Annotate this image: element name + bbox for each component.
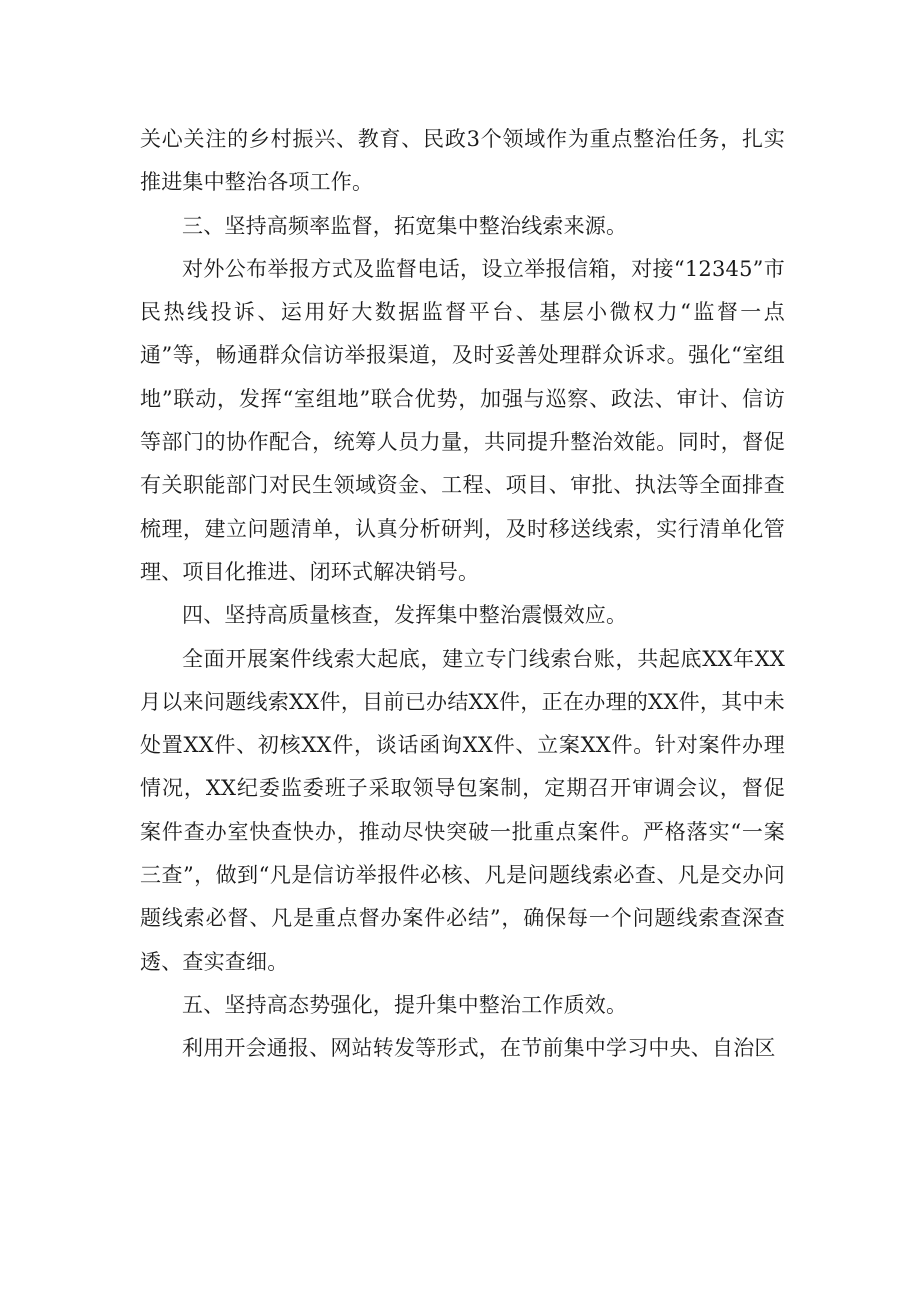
paragraph-publicity: 利用开会通报、网站转发等形式，在节前集中学习中央、自治区 <box>182 1036 776 1061</box>
section-heading-3: 三、坚持高频率监督，拓宽集中整治线索来源。 <box>182 213 628 238</box>
paragraph-continuation: 关心关注的乡村振兴、教育、民政3个领域作为重点整治任务，扎实推进集中整治各项工作。 <box>140 127 785 195</box>
paragraph-case-verification: 全面开展案件线索大起底，建立专门线索台账，共起底XX年XX月以来问题线索XX件，目前已办结XX件，正在办理的XX件，其中未处置XX件、初核XX件，谈话函询XX件、立案XX件。针对案件办理情况，XX纪委监委班子采取领导包案制，定期召开审调会议，督促案件查办室快查快办，推动尽快突破一批重点案件。严格落实“一案三查”，做到“凡是信访举报件必核、凡是问题线索必查、凡是交办问题线索必督、凡是重点督办案件必结”，确保每一个问题线索查深查透、查实查细。 <box>140 646 785 974</box>
section-heading-4: 四、坚持高质量核查，发挥集中整治震慑效应。 <box>182 603 628 628</box>
paragraph-reporting-channels: 对外公布举报方式及监督电话，设立举报信箱，对接“12345”市民热线投诉、运用好大数据监督平台、基层小微权力“监督一点通”等，畅通群众信访举报渠道，及时妥善处理群众诉求。强化“室组地”联动，发挥“室组地”联合优势，加强与巡察、政法、审计、信访等部门的协作配合，统筹人员力量，共同提升整治效能。同时，督促有关职能部门对民生领域资金、工程、项目、审批、执法等全面排查梳理，建立问题清单，认真分析研判，及时移送线索，实行清单化管理、项目化推进、闭环式解决销号。 <box>140 256 785 584</box>
section-heading-5: 五、坚持高态势强化，提升集中整治工作质效。 <box>182 992 628 1017</box>
document-body <box>140 118 785 1071</box>
